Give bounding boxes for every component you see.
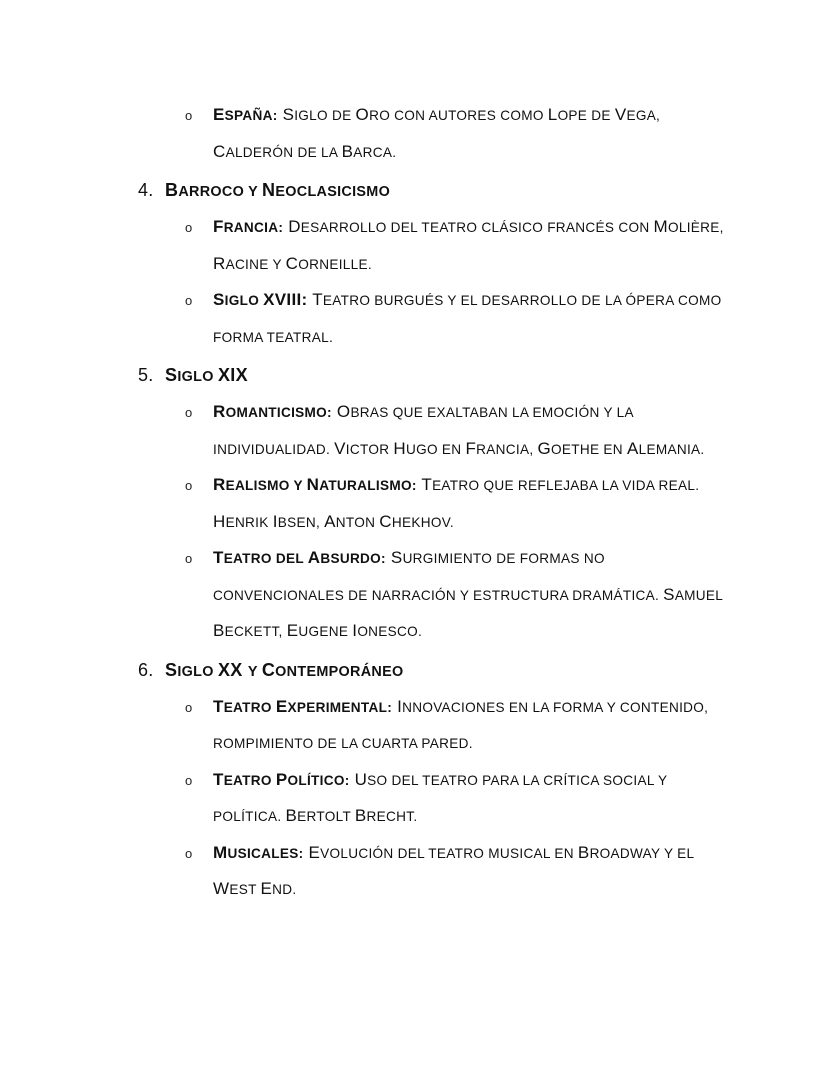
item-term: TEATRO DEL ABSURDO: <box>213 548 386 567</box>
list-item-realismo <box>138 467 738 540</box>
item-term: ESPAÑA: <box>213 105 278 124</box>
section-number: 5. <box>138 365 154 385</box>
list-item-politico <box>138 762 738 835</box>
list-item-musicales <box>138 835 738 908</box>
list-item-experimental <box>138 689 738 762</box>
item-term: REALISMO Y NATURALISMO: <box>213 475 417 494</box>
item-term: TEATRO POLÍTICO: <box>213 769 350 789</box>
bullet-icon: o <box>185 405 193 420</box>
section-title: SIGLO XIX <box>165 365 248 385</box>
list-item-francia <box>138 209 738 282</box>
item-text: TEATRO BURGUÉS Y EL DESARROLLO DE LA ÓPERA COMO FORMA TEATRAL. <box>213 290 722 345</box>
section-heading-barroco <box>138 178 738 202</box>
bullet-icon: o <box>185 478 193 493</box>
bullet-icon: o <box>185 108 193 123</box>
item-text: SIGLO DE ORO CON AUTORES COMO LOPE DE VEGA, CALDERÓN DE LA BARCA. <box>213 105 661 161</box>
bullet-icon: o <box>185 551 193 566</box>
item-text: SURGIMIENTO DE FORMAS NO CONVENCIONALES DE NARRACIÓN Y ESTRUCTURA DRAMÁTICA. SAMUEL BECKETT, EUGENE IONESCO. <box>213 548 723 640</box>
item-term: ROMANTICISMO: <box>213 402 332 421</box>
item-text: OBRAS QUE EXALTABAN LA EMOCIÓN Y LA INDIVIDUALIDAD. VICTOR HUGO EN FRANCIA, GOETHE EN ALEMANIA. <box>213 402 705 458</box>
item-text: EVOLUCIÓN DEL TEATRO MUSICAL EN BROADWAY Y EL WEST END. <box>213 842 694 898</box>
section-number: 4. <box>138 180 154 200</box>
section-heading-siglo-xix <box>138 363 738 387</box>
list-item-espana <box>138 97 738 170</box>
section-title: SIGLO XX Y CONTEMPORÁNEO <box>165 659 404 680</box>
document-content <box>138 97 738 908</box>
section-heading-siglo-xx <box>138 658 738 682</box>
bullet-icon: o <box>185 845 193 861</box>
item-text: DESARROLLO DEL TEATRO CLÁSICO FRANCÉS CON MOLIÈRE, RACINE Y CORNEILLE. <box>213 217 724 273</box>
bullet-icon: o <box>185 220 193 235</box>
section-title: BARROCO Y NEOCLASICISMO <box>165 180 391 200</box>
list-item-siglo-xviii <box>138 282 738 355</box>
item-text: TEATRO QUE REFLEJABA LA VIDA REAL. HENRIK IBSEN, ANTON CHEKHOV. <box>213 475 700 531</box>
item-text: USO DEL TEATRO PARA LA CRÍTICA SOCIAL Y POLÍTICA. BERTOLT BRECHT. <box>213 769 668 825</box>
bullet-icon: o <box>185 772 193 788</box>
item-term: TEATRO EXPERIMENTAL: <box>213 696 393 716</box>
bullet-icon: o <box>185 293 193 308</box>
section-number: 6. <box>138 659 154 680</box>
list-item-absurdo <box>138 540 738 650</box>
list-item-romanticismo <box>138 394 738 467</box>
item-text: INNOVACIONES EN LA FORMA Y CONTENIDO, ROMPIMIENTO DE LA CUARTA PARED. <box>213 696 709 751</box>
bullet-icon: o <box>185 699 193 715</box>
item-term: SIGLO XVIII: <box>213 290 308 309</box>
item-term: FRANCIA: <box>213 217 284 236</box>
item-term: MUSICALES: <box>213 842 304 862</box>
